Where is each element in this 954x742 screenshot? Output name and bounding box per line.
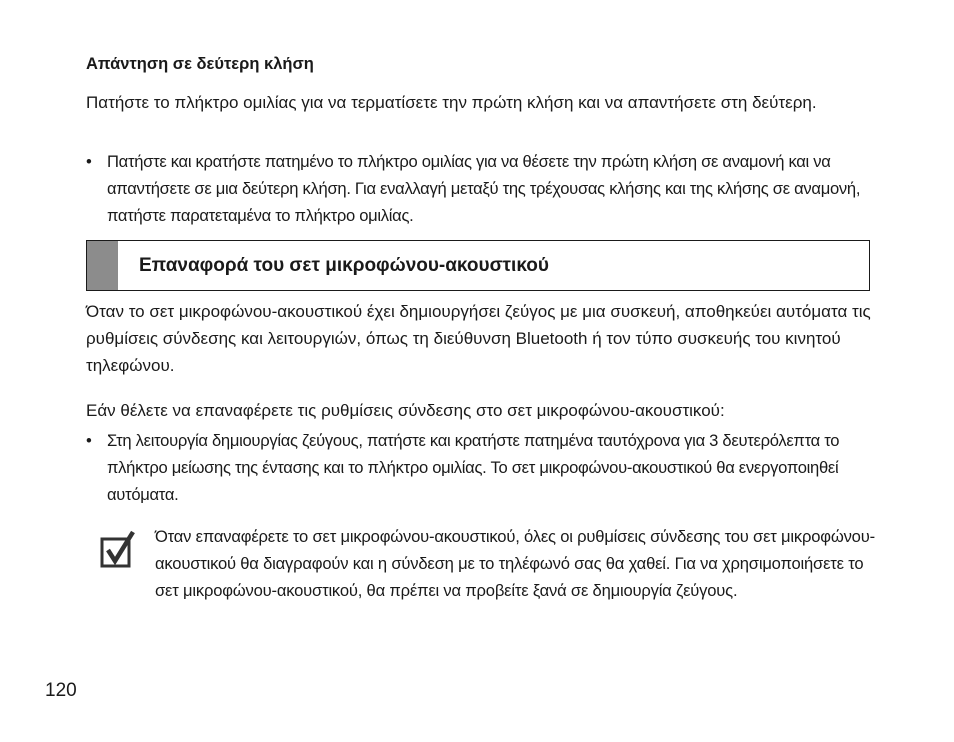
bullet-dot: •	[86, 431, 92, 450]
bullet-item-hold-call	[86, 148, 876, 229]
section-title: Επαναφορά του σετ μικροφώνου-ακουστικού	[139, 255, 549, 276]
note-text: Όταν επαναφέρετε το σετ μικροφώνου-ακουστικού, όλες οι ρυθμίσεις σύνδεσης του σετ μικροφώνου-ακουστικού θα διαγραφούν και η σύνδεση με το τηλέφωνό σας θα χαθεί. Για να χρησιμοποιήσετε το σετ μικροφώνου-ακουστικού, θα πρέπει να προβείτε ξανά σε δημιουργία ζεύγους.	[155, 527, 875, 600]
bullet-text: Στη λειτουργία δημιουργίας ζεύγους, πατήστε και κρατήστε πατημένα ταυτόχρονα για 3 δευτερόλεπτα το πλήκτρο μείωσης της έντασης και το πλήκτρο ομιλίας. Το σετ μικροφώνου-ακουστικού θα ενεργοποιηθεί αυτόματα.	[107, 431, 840, 504]
intro-paragraph: Πατήστε το πλήκτρο ομιλίας για να τερματίσετε την πρώτη κλήση και να απαντήσετε στη δεύτερη.	[86, 93, 817, 112]
bullet-item-reset-steps	[86, 427, 876, 508]
reset-description-paragraph: Όταν το σετ μικροφώνου-ακουστικού έχει δημιουργήσει ζεύγος με μια συσκευή, αποθηκεύει αυτόματα τις ρυθμίσεις σύνδεσης και λειτουργιών, όπως τη διεύθυνση Bluetooth ή τον τύπο συσκευής του κινητού τηλεφώνου.	[86, 302, 871, 375]
checkbox-check-icon	[100, 530, 136, 568]
bullet-text: Πατήστε και κρατήστε πατημένο το πλήκτρο ομιλίας για να θέσετε την πρώτη κλήση σε αναμονή και να απαντήσετε σε μια δεύτερη κλήση. Για εναλλαγή μεταξύ της τρέχουσας κλήσης και της κλήσης σε αναμονή, πατήστε παρατεταμένα το πλήκτρο ομιλίας.	[107, 152, 861, 225]
subheading-second-call: Απάντηση σε δεύτερη κλήση	[86, 55, 314, 73]
page-number: 120	[45, 680, 77, 701]
section-accent-block	[87, 241, 118, 290]
bullet-dot: •	[86, 152, 92, 171]
section-header-reset	[86, 240, 870, 291]
reset-instruction-paragraph: Εάν θέλετε να επαναφέρετε τις ρυθμίσεις σύνδεσης στο σετ μικροφώνου-ακουστικού:	[86, 401, 725, 420]
